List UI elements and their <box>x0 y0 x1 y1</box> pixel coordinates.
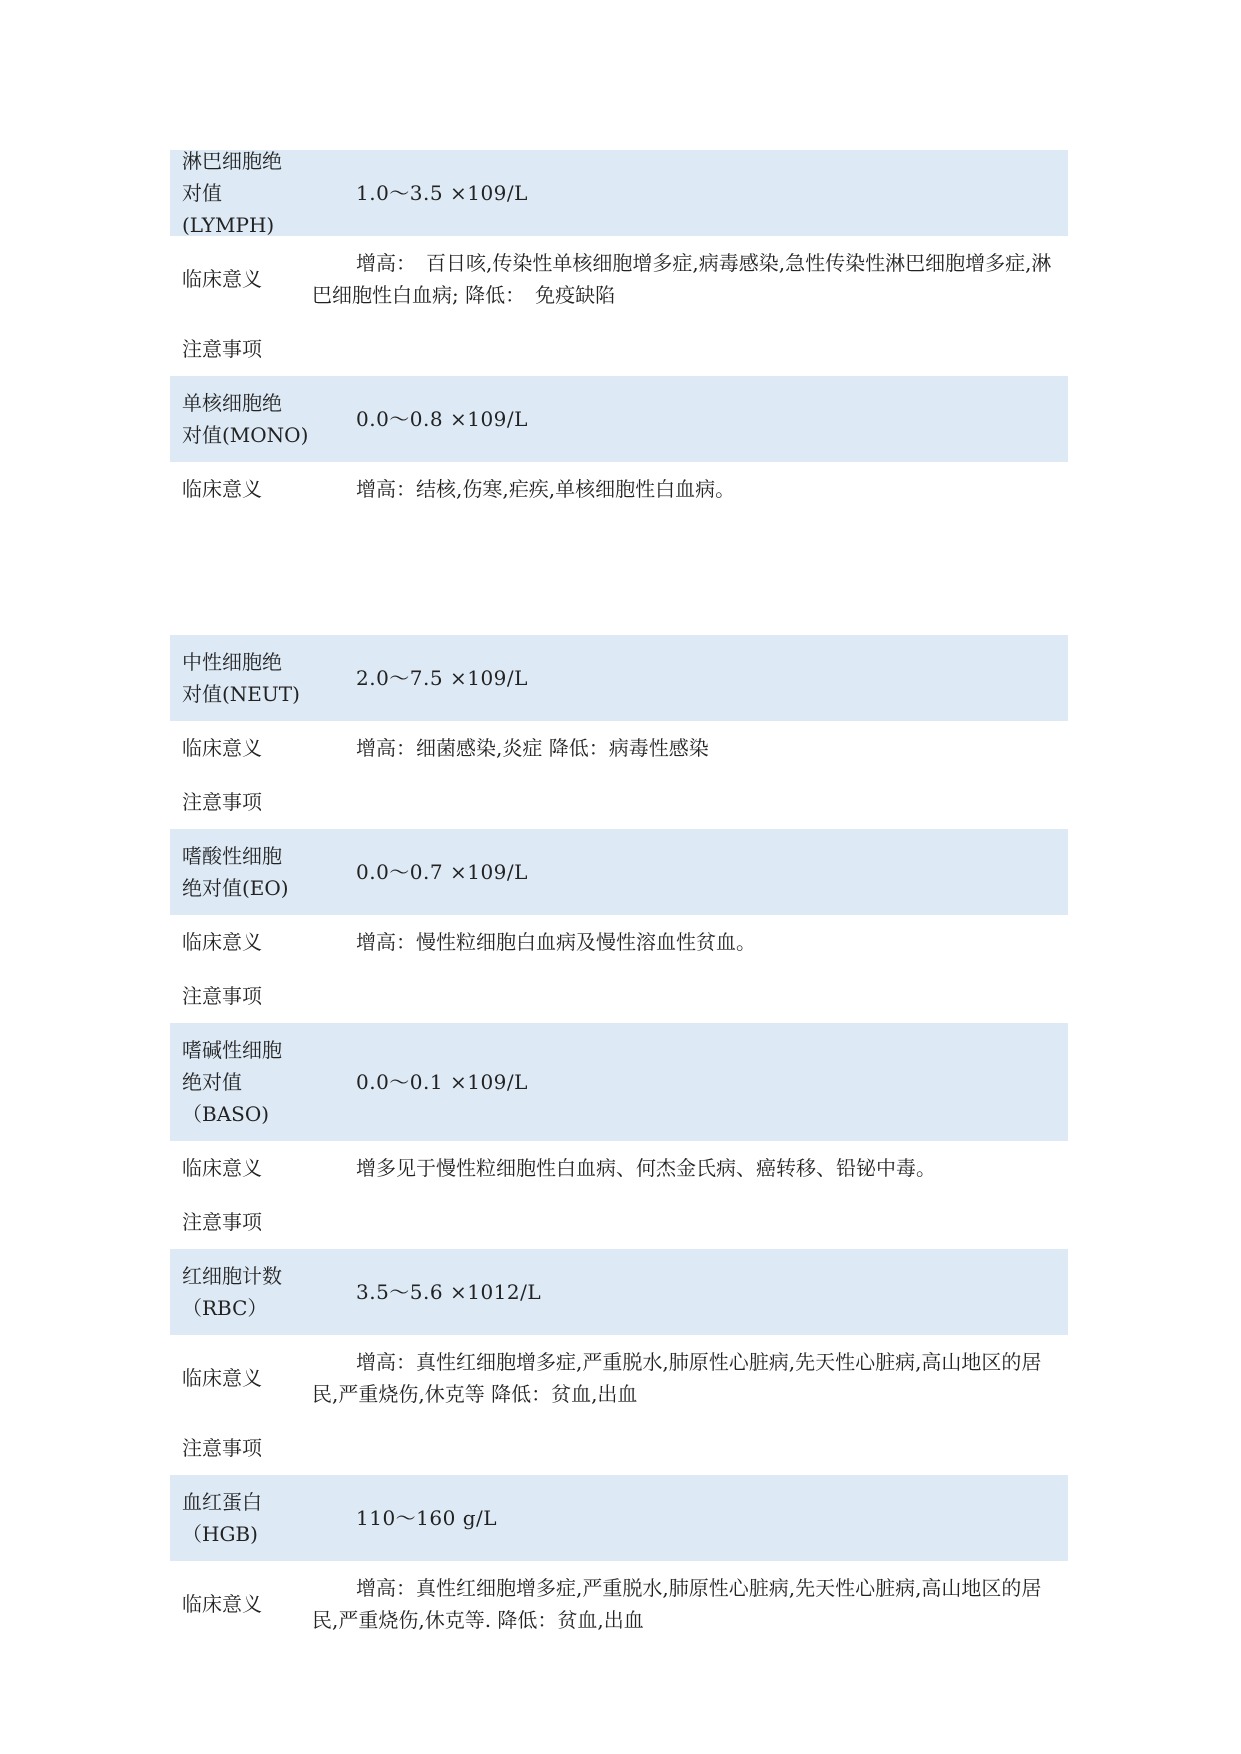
notes-row <box>170 969 1068 1023</box>
clinical-significance-row <box>170 1335 1068 1421</box>
clinical-significance-text: 增高：慢性粒细胞白血病及慢性溶血性贫血。 <box>356 930 756 954</box>
test-name: 中性细胞绝 对值(NEUT) <box>182 650 300 706</box>
clinical-significance-label: 临床意义 <box>182 736 262 760</box>
test-name: 血红蛋白 （HGB) <box>182 1490 262 1546</box>
reference-range: 0.0～0.8 ×109/L <box>356 407 528 431</box>
clinical-significance-row <box>170 915 1068 969</box>
test-name: 单核细胞绝 对值(MONO) <box>182 391 309 447</box>
notes-label: 注意事项 <box>182 984 262 1008</box>
clinical-significance-text: 增高：细菌感染,炎症 降低：病毒性感染 <box>356 736 709 760</box>
notes-row <box>170 1421 1068 1475</box>
test-header-row <box>170 829 1068 915</box>
clinical-significance-row <box>170 1561 1068 1647</box>
notes-label: 注意事项 <box>182 1436 262 1460</box>
clinical-significance-row <box>170 721 1068 775</box>
notes-label: 注意事项 <box>182 1210 262 1234</box>
clinical-significance-label: 临床意义 <box>182 1156 262 1180</box>
notes-row <box>170 322 1068 376</box>
clinical-significance-label: 临床意义 <box>182 267 262 291</box>
test-name: 淋巴细胞绝 对值(LYMPH) <box>182 149 282 237</box>
clinical-significance-label: 临床意义 <box>182 1592 262 1616</box>
reference-range: 2.0～7.5 ×109/L <box>356 666 528 690</box>
test-name: 红细胞计数 （RBC） <box>182 1264 282 1320</box>
test-name: 嗜酸性细胞 绝对值(EO) <box>182 844 289 900</box>
clinical-significance-text: 增高：真性红细胞增多症,严重脱水,肺原性心脏病,先天性心脏病,高山地区的居民,严重烧伤,休克等 降低：贫血,出血 <box>312 1350 1042 1406</box>
clinical-significance-text: 增多见于慢性粒细胞性白血病、何杰金氏病、癌转移、铅铋中毒。 <box>356 1156 936 1180</box>
clinical-significance-text: 增高： 百日咳,传染性单核细胞增多症,病毒感染,急性传染性淋巴细胞增多症,淋巴细胞性白血病; 降低： 免疫缺陷 <box>312 251 1052 307</box>
clinical-significance-text: 增高：结核,伤寒,疟疾,单核细胞性白血病。 <box>356 477 736 501</box>
clinical-significance-label: 临床意义 <box>182 1366 262 1390</box>
test-header-row <box>170 1023 1068 1141</box>
clinical-significance-text: 增高：真性红细胞增多症,严重脱水,肺原性心脏病,先天性心脏病,高山地区的居民,严重烧伤,休克等. 降低：贫血,出血 <box>312 1576 1042 1632</box>
test-header-row <box>170 635 1068 721</box>
reference-range: 0.0～0.7 ×109/L <box>356 860 528 884</box>
test-header-row <box>170 1475 1068 1561</box>
reference-range: 0.0～0.1 ×109/L <box>356 1070 528 1094</box>
clinical-significance-label: 临床意义 <box>182 930 262 954</box>
clinical-significance-row <box>170 462 1068 516</box>
clinical-significance-row <box>170 236 1068 322</box>
reference-range: 1.0～3.5 ×109/L <box>356 181 528 205</box>
blank-row <box>170 516 1068 635</box>
test-header-row <box>170 376 1068 462</box>
notes-label: 注意事项 <box>182 790 262 814</box>
clinical-significance-row <box>170 1141 1068 1195</box>
reference-range: 110～160 g/L <box>356 1506 498 1530</box>
clinical-significance-label: 临床意义 <box>182 477 262 501</box>
test-header-row <box>170 150 1068 236</box>
reference-table <box>170 150 1068 1647</box>
test-name: 嗜碱性细胞 绝对值 （BASO) <box>182 1038 282 1126</box>
test-header-row <box>170 1249 1068 1335</box>
notes-row <box>170 775 1068 829</box>
notes-row <box>170 1195 1068 1249</box>
notes-label: 注意事项 <box>182 337 262 361</box>
reference-range: 3.5～5.6 ×1012/L <box>356 1280 542 1304</box>
